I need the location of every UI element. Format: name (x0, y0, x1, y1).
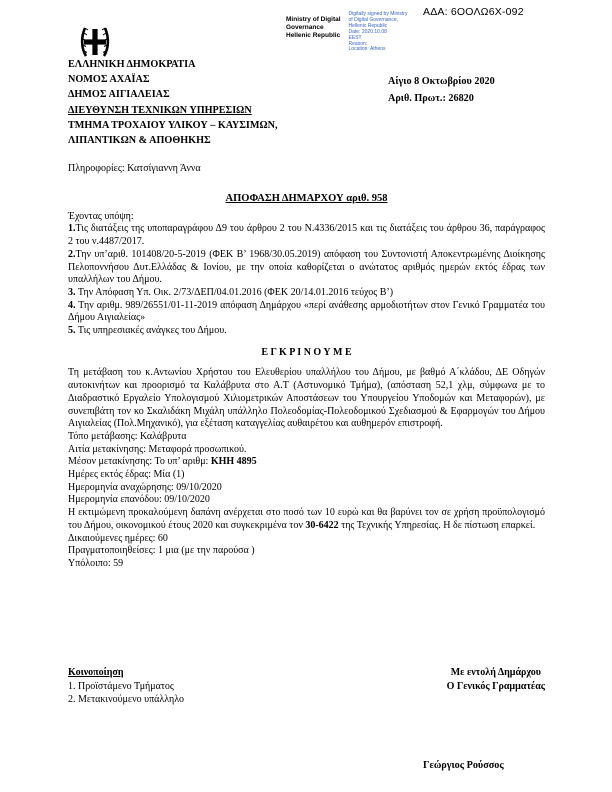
detail-days (68, 469, 545, 482)
detail-reason (68, 444, 545, 457)
consideration-text: Την υπ’αριθ. 101408/20-5-2019 (ΦΕΚ Β’ 1968/30.05.2019) απόφαση του Συντονιστή Αποκεντρωμένης Διοίκησης Πελοποννήσου Δυτ.Ελλάδας & Ιονίου, με την οποία καθορίζεται ο ανώτατος αριθμός ημερών εκτός έδρας των υπαλλήλων του Δήμου. (68, 248, 545, 286)
place-date: Αίγιο 8 Οκτωβρίου 2020 (388, 76, 495, 87)
detail-destination (68, 431, 545, 444)
decision-title: ΑΠΟΦΑΣΗ ΔΗΜΑΡΧΟΥ αριθ. 958 (225, 193, 388, 204)
authority-title: Ο Γενικός Γραμματέας (446, 680, 545, 692)
consideration-text: Τις διατάξεις της υποπαραγράφου Δ9 του άρθρου 2 του Ν.4336/2015 και τις διατάξεις του άρθρου 36, παράγραφος 2 του ν.4487/2017. (68, 223, 545, 248)
consideration-item (68, 325, 545, 338)
letterhead (68, 57, 278, 148)
expense-text: της Τεχνικής Υπηρεσίας. Η δε πίστωση επαρκεί. (338, 519, 536, 531)
signature-line: Hellenic Republic (348, 22, 388, 29)
signature-line: Location: Athens (348, 46, 386, 53)
consideration-number: 4. (68, 299, 76, 311)
consideration-text: Την Απόφαση Υπ. Οικ. 2/73/ΔΕΠ/04.01.2016 (ΦΕΚ 20/14.01.2016 τεύχος Β’) (75, 286, 394, 298)
detail-return-date (68, 494, 545, 507)
signature-line: Digitally signed by Ministry (348, 11, 408, 17)
letterhead-municipality: ΔΗΜΟΣ ΑΙΓΙΑΛΕΙΑΣ (68, 89, 170, 101)
signer-name: Γεώργιος Ρούσσος (423, 760, 504, 771)
detail-em: ΚΗΗ 4895 (210, 456, 257, 468)
consideration-number: 5. (68, 325, 76, 337)
contact-info: Πληροφορίες: Κατσίγιαννη Άννα (68, 163, 201, 174)
letterhead-department-line1: ΤΜΗΜΑ ΤΡΟΧΑΙΟΥ ΥΛΙΚΟΥ – ΚΑΥΣΙΜΩΝ, (68, 119, 278, 131)
decision-body (68, 193, 545, 571)
distribution-item: 2. Μετακινούμενο υπάλληλο (68, 694, 185, 706)
reference-block (388, 73, 495, 107)
ministry-label (286, 12, 341, 53)
consideration-item (68, 287, 545, 300)
consideration-item (68, 223, 545, 248)
consideration-number: 2. (68, 248, 76, 260)
ministry-line: Hellenic Republic (286, 31, 341, 39)
distribution-list (68, 666, 184, 707)
letterhead-prefecture: ΝΟΜΟΣ ΑΧΑΪΑΣ (68, 74, 150, 86)
allowance-used-days: Πραγματοποιηθείσες: 1 μια (με την παρούσα ) (68, 545, 255, 557)
expense-budget-code: 30-6422 (305, 519, 339, 531)
ministry-line: Ministry of Digital (286, 16, 341, 23)
footer (68, 666, 545, 707)
consideration-number: 3. (68, 286, 76, 298)
allowance-remaining-days: Υπόλοιπο: 59 (68, 557, 124, 569)
detail-text: Αιτία μετακίνησης: Μεταφορά προσωπικού. (68, 443, 247, 455)
letterhead-directorate: ΔΙΕΥΘΥΝΣΗ ΤΕΧΝΙΚΩΝ ΥΠΗΡΕΣΙΩΝ (68, 104, 252, 116)
expense-paragraph (68, 507, 545, 532)
detail-text: Μέσον μετακίνησης: Το υπ’ αριθμ: (68, 456, 211, 468)
consideration-item (68, 249, 545, 287)
detail-text: Ημερομηνία επανόδου: 09/10/2020 (68, 494, 210, 506)
ministry-line: Governance (286, 23, 324, 31)
main-paragraph: Τη μετάβαση του κ.Αντωνίου Χρήστου του Ελευθερίου υπαλλήλου του Δήμου, με βαθμό Α΄κλάδου, ΔΕ Οδηγών αυτοκινήτων και προορισμό τα Καλάβρυτα στο Α.Τ (Αστυνομικό Τμήμα), (απόσταση 52,1 χλμ, σύμφωνα με το Διαδραστικό Εργαλείο Υπολογισμού Χιλιομετρικών Αποστάσεων του Υπουργείου Υποδομών και Μεταφορών), με συνεπιβάτη τον κο Σκαλιδάκη Μιχάλη υπάλληλο Πολεοδομίας-Πολεοδομικού Σχεδιασμού & Εφαρμογών του Δήμου Αιγιαλείας (Πολ.Μηχανικό), για εξέταση καταγγελίας αυθαιρέτου και αυθημερόν επιστροφή. (68, 367, 545, 430)
signature-line: of Digital Governance, (348, 16, 399, 23)
consideration-number: 1. (68, 223, 76, 235)
consideration-item (68, 300, 545, 325)
letterhead-department-line2: ΛΙΠΑΝΤΙΚΩΝ & ΑΠΟΘΗΚΗΣ (68, 135, 211, 147)
allowance-entitled-days: Δικαιούμενες ημέρες: 60 (68, 532, 168, 544)
consideration-text: Τις υπηρεσιακές ανάγκες του Δήμου. (75, 325, 227, 337)
authority-by-order: Με εντολή Δημάρχου (450, 667, 541, 678)
detail-text: Ημερομηνία αναχώρησης: 09/10/2020 (68, 481, 222, 493)
approve-heading: Ε Γ Κ Ρ Ι Ν Ο Υ Μ Ε (261, 346, 352, 358)
detail-vehicle (68, 456, 545, 469)
distribution-item: 1. Προϊστάμενο Τμήματος (68, 680, 174, 692)
digital-signature-details (349, 12, 408, 53)
protocol-number: Αριθ. Πρωτ.: 26820 (388, 93, 474, 104)
authority-block (447, 666, 545, 707)
consideration-text: Την αριθμ. 989/26551/01-11-2019 απόφαση Δημάρχου «περί ανάθεσης αρμοδιοτήτων στον Γενικό Γραμματέα του Δήμου Αιγιαλείας» (68, 299, 545, 324)
digital-signature-stamp (286, 12, 407, 53)
ada-code: ΑΔΑ: 6ΟΟΛΩ6Χ-092 (423, 6, 524, 18)
signature-line: Date: 2020.10.08 (348, 28, 387, 35)
letterhead-republic: ΕΛΛΗΝΙΚΗ ΔΗΜΟΚΡΑΤΙΑ (68, 59, 196, 70)
signature-line: Reason: (348, 40, 368, 47)
signature-line: EEST (348, 34, 362, 41)
distribution-title: Κοινοποίηση (68, 667, 124, 678)
expense-text: Η εκτιμώμενη προκαλούμενη δαπάνη ανέρχεται στο ποσό των 10 ευρώ και θα βαρύνει τον σε χρήση προϋπολογισμό του Δήμου, οικονομικού έτους 2020 και συγκεκριμένα τον (68, 507, 545, 531)
detail-text: Ημέρες εκτός έδρας: Μία (1) (68, 469, 185, 481)
detail-departure-date (68, 482, 545, 495)
hellenic-republic-emblem-icon (80, 24, 110, 60)
detail-text: Τόπο μετάβασης: Καλάβρυτα (68, 430, 187, 442)
preamble: Έχοντας υπόψη: (68, 210, 134, 222)
